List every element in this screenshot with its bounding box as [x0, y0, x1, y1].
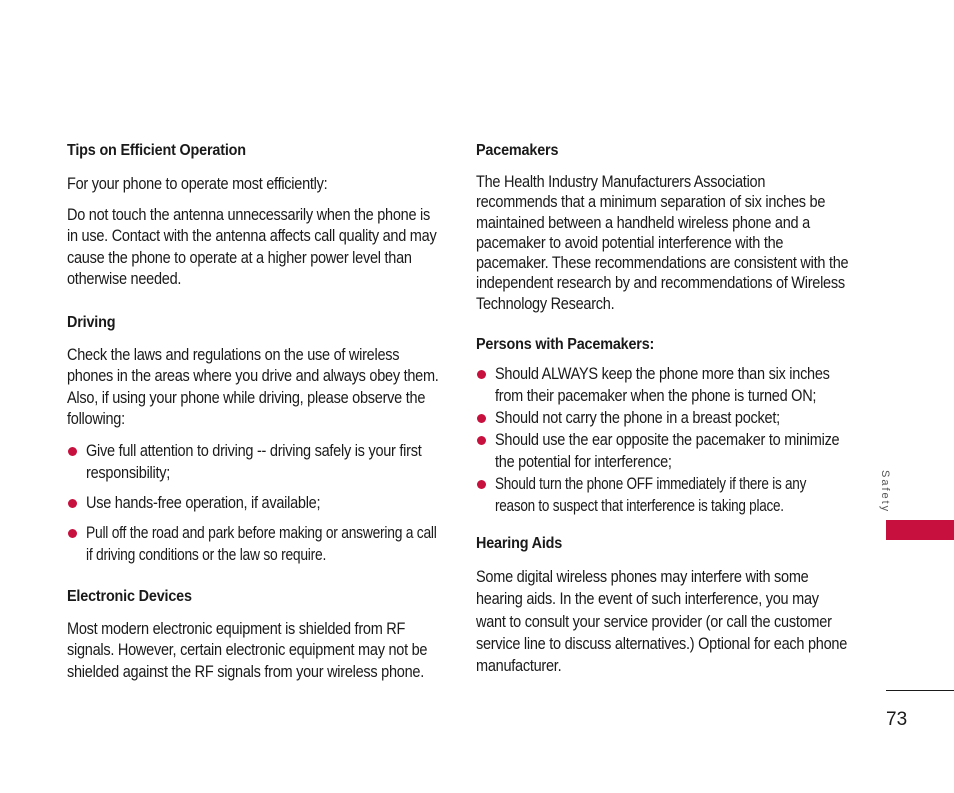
driving-body: Check the laws and regulations on the use of wireless phones in the areas where you drive and always obey them. Also, if using your phone while driving, please observe the following: [67, 345, 439, 428]
page-number-divider [886, 690, 954, 691]
page-number: 73 [886, 709, 908, 730]
hearing-aids-heading: Hearing Aids [476, 535, 563, 553]
persons-with-pacemakers-heading: Persons with Pacemakers: [476, 336, 655, 354]
pacemakers-heading: Pacemakers [476, 142, 559, 159]
bullet-dot-icon [477, 480, 486, 489]
bullet-dot-icon [477, 370, 486, 379]
bullet-dot-icon [477, 414, 486, 423]
driving-bullet-list [67, 440, 439, 566]
tips-intro: For your phone to operate most efficiently: [67, 175, 328, 193]
list-item: Should use the ear opposite the pacemaker to minimize the potential for interference; [476, 429, 848, 473]
pacemakers-body: The Health Industry Manufacturers Association recommends that a minimum separation of six inches be maintained between a handheld wireless phone and a pacemaker to avoid potential interference with the pacemaker. These recommendations are consistent with the independent research by and recommendations of Wireless Technology Research. [476, 173, 849, 313]
electronic-devices-body: Most modern electronic equipment is shielded from RF signals. However, certain electronic equipment may not be shielded against the RF signals from your wireless phone. [67, 619, 428, 681]
tips-body: Do not touch the antenna unnecessarily when the phone is in use. Contact with the antenna affects call quality and may cause the phone to operate at a higher power level than otherwise needed. [67, 205, 437, 288]
list-item: Pull off the road and park before making or answering a call if driving conditions or the law so require. [67, 522, 439, 566]
list-item: Should ALWAYS keep the phone more than six inches from their pacemaker when the phone is turned ON; [476, 363, 848, 407]
right-column [476, 140, 848, 678]
tips-heading: Tips on Efficient Operation [67, 142, 246, 159]
hearing-aids-body: Some digital wireless phones may interfere with some hearing aids. In the event of such interference, you may want to consult your service provider (or call the customer service line to discuss alternatives.) Optional for each phone manufacturer. [476, 568, 848, 676]
section-tab-marker [886, 520, 954, 540]
bullet-dot-icon [68, 499, 77, 508]
list-item: Should not carry the phone in a breast pocket; [476, 407, 848, 429]
bullet-dot-icon [68, 529, 77, 538]
section-side-label: Safety [879, 470, 891, 514]
bullet-dot-icon [68, 447, 77, 456]
driving-heading: Driving [67, 313, 116, 331]
bullet-dot-icon [477, 436, 486, 445]
left-column [67, 140, 439, 683]
list-item: Use hands-free operation, if available; [67, 492, 439, 514]
electronic-devices-heading: Electronic Devices [67, 587, 192, 605]
list-item: Give full attention to driving -- driving safely is your first responsibility; [67, 440, 439, 484]
list-item: Should turn the phone OFF immediately if there is any reason to suspect that interference is taking place. [476, 473, 848, 517]
pacemaker-bullet-list [476, 363, 848, 517]
